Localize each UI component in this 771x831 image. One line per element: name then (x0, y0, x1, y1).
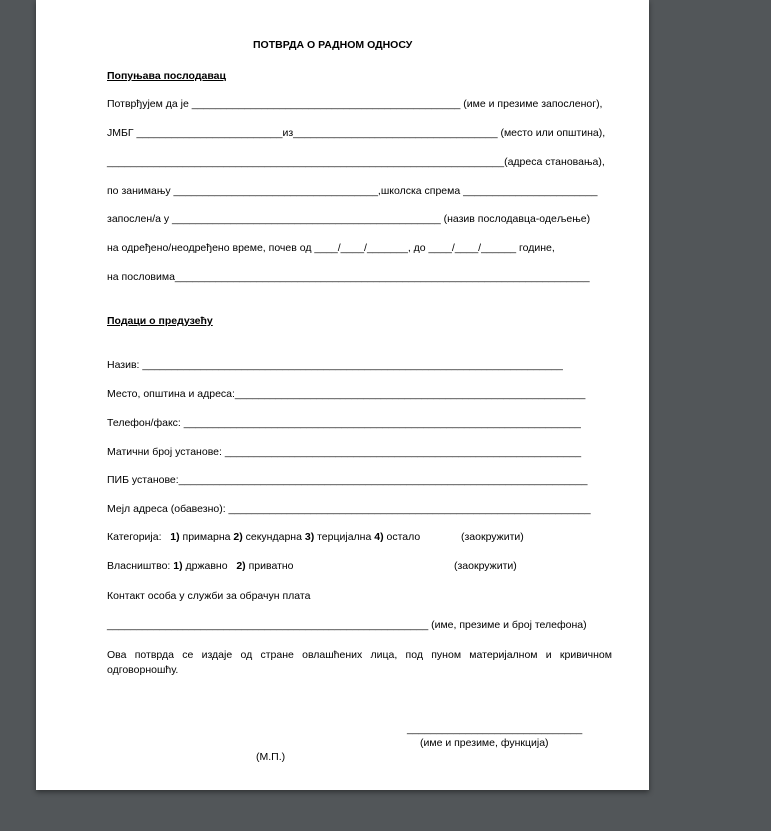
jmbg-place-line: ЈМБГ _________________________из___________________________________ (место или општина), (107, 127, 606, 139)
ownership-option-2-number: 2) (236, 560, 246, 572)
ownership-option-1: државно (182, 560, 228, 572)
ownership-option-1-number: 1) (173, 560, 183, 572)
signature-line: ______________________________ (407, 723, 583, 735)
ownership-options (107, 560, 294, 573)
payroll-contact-line: _______________________________________________________ (име, презиме и број телефона) (107, 619, 587, 631)
document-page (36, 0, 649, 790)
section-company-heading: Подаци о предузећу (107, 315, 213, 327)
category-options (107, 531, 420, 544)
stamp-placeholder: (М.П.) (256, 751, 286, 763)
category-option-3-number: 3) (304, 531, 315, 543)
ownership-label: Власништво: (107, 560, 171, 572)
company-address-line: Место, општина и адреса:____________________________________________________________ (107, 388, 586, 400)
category-label: Категорија: (107, 531, 162, 543)
category-option-2-number: 2) (233, 531, 243, 543)
period-line: на одређено/неодређено време, почев од ____/____/_______, до ____/____/______ године, (107, 242, 555, 254)
category-option-4-number: 4) (374, 531, 384, 543)
category-option-1-number: 1) (170, 531, 180, 543)
company-phone-line: Телефон/факс: ____________________________________________________________________ (107, 417, 581, 429)
category-option-2: секундарна (242, 531, 305, 543)
category-option-3: терцијална (314, 531, 375, 543)
address-line: ____________________________________________________________________(адреса становања), (107, 156, 605, 168)
occupation-line: по занимању ___________________________________,школска спрема _______________________ (107, 185, 598, 197)
ownership-circle-note: (заокружити) (454, 560, 517, 572)
category-circle-note: (заокружити) (461, 531, 524, 543)
category-option-4: остало (383, 531, 421, 543)
company-name-line: Назив: ________________________________________________________________________ (107, 359, 563, 371)
company-email-line: Мејл адреса (обавезно): ______________________________________________________________ (107, 503, 591, 515)
authorization-statement: Ова потврда се издаје од стране овлашћених лица, под пуном материјалном и кривичном одговорношћу. (107, 649, 612, 676)
company-regnum-line: Матични број установе: _____________________________________________________________ (107, 446, 582, 458)
document-title: ПОТВРДА О РАДНОМ ОДНОСУ (253, 39, 413, 51)
job-duties-line: на пословима_______________________________________________________________________ (107, 271, 590, 283)
employer-dept-line: запослен/а у ______________________________________________ (назив послодавца-одељење) (107, 213, 591, 225)
ownership-option-2: приватно (245, 560, 294, 572)
payroll-contact-label: Контакт особа у служби за обрачун плата (107, 590, 311, 602)
category-option-1: примарна (179, 531, 234, 543)
company-pib-line: ПИБ установе:______________________________________________________________________ (107, 474, 588, 486)
employee-name-line: Потврђујем да је ______________________________________________ (име и презиме запосленог), (107, 98, 603, 110)
section-employer-heading: Попуњава послодавац (107, 70, 226, 82)
signature-caption: (име и презиме, функција) (420, 737, 549, 749)
